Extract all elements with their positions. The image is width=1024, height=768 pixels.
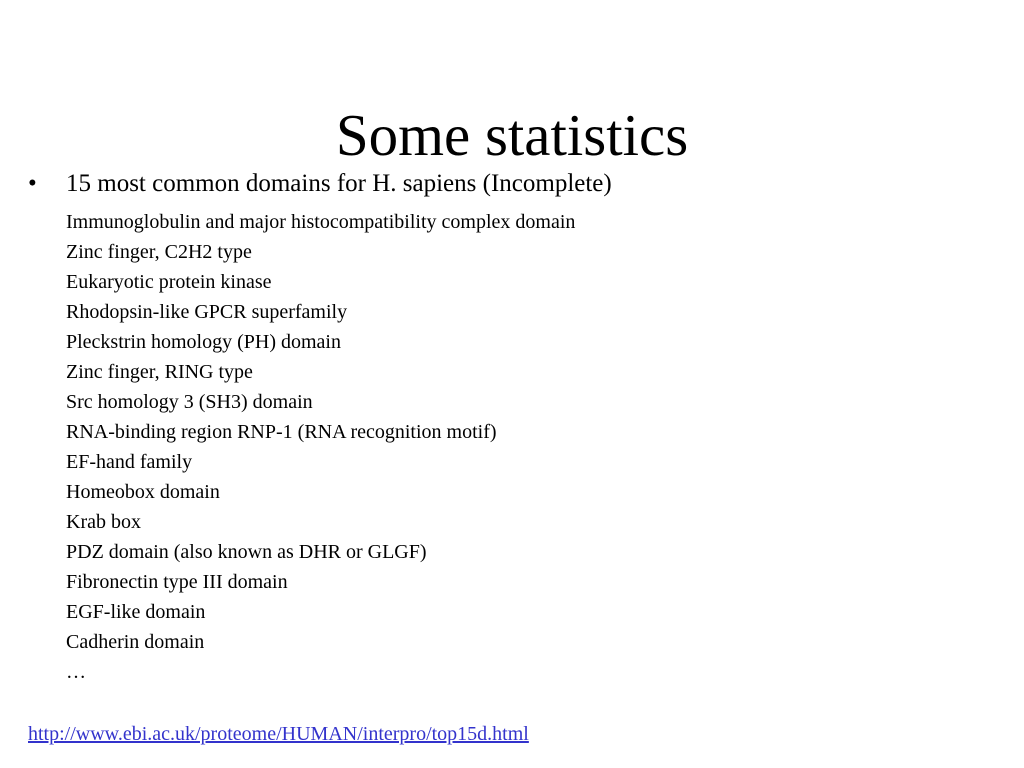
list-item: Immunoglobulin and major histocompatibility complex domain [66,211,576,233]
list-item: Eukaryotic protein kinase [66,271,272,293]
slide-title: Some statistics [335,102,689,168]
list-item: Pleckstrin homology (PH) domain [66,331,341,353]
list-item: Cadherin domain [66,631,205,653]
domain-list [66,207,575,687]
bullet-symbol: • [28,170,37,197]
list-item: PDZ domain (also known as DHR or GLGF) [66,541,427,563]
bullet-item [28,169,612,199]
source-link[interactable]: http://www.ebi.ac.uk/proteome/HUMAN/interpro/top15d.html [28,723,529,745]
bullet-text: 15 most common domains for H. sapiens (Incomplete) [66,170,612,197]
list-item-ellipsis: … [66,661,86,683]
list-item: Zinc finger, RING type [66,361,253,383]
list-item: EF-hand family [66,451,193,473]
list-item: Homeobox domain [66,481,220,503]
list-item: Krab box [66,511,141,533]
list-item: Src homology 3 (SH3) domain [66,391,313,413]
list-item: Rhodopsin-like GPCR superfamily [66,301,348,323]
list-item: EGF-like domain [66,601,206,623]
list-item: RNA-binding region RNP-1 (RNA recognition motif) [66,421,497,443]
list-item: Fibronectin type III domain [66,571,288,593]
list-item: Zinc finger, C2H2 type [66,241,252,263]
